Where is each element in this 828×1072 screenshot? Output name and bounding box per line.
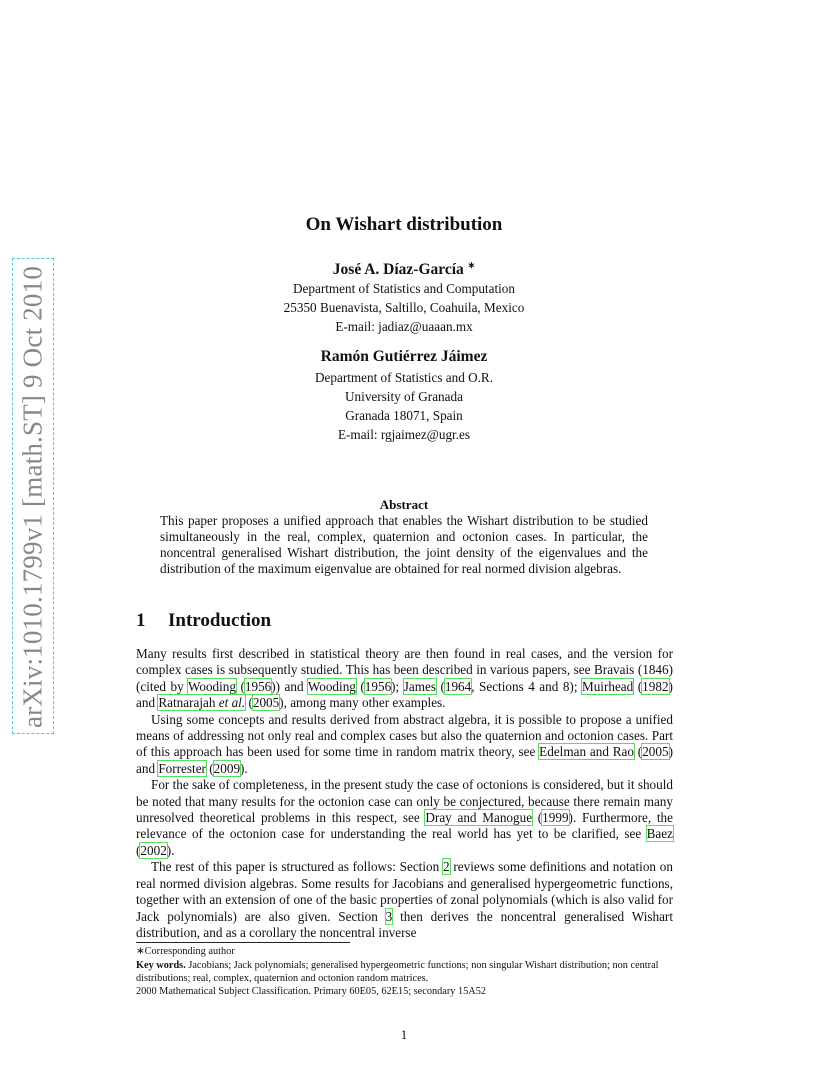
paragraph-2: Using some concepts and results derived from abstract algebra, it is possible to propose a unified means of addressing not only real and complex cases but also the quaternion and octonion cases. Part of this approach has been used for some time in random matrix theory, see Edelman and Rao (2005) and Forrester (2009). [136, 711, 673, 776]
citation-link[interactable]: 2005 [252, 695, 280, 711]
author-1: José A. Díaz-García ∗ [332, 260, 476, 279]
section-link[interactable]: 3 [385, 908, 393, 924]
citation-link[interactable]: Edelman and Rao [539, 744, 634, 760]
footnote-corresponding: ∗Corresponding author [136, 946, 235, 957]
affiliation-2: Department of Statistics and O.R. University of Granada Granada 18071, Spain E-mail: rgjaimez@ugr.es [315, 370, 493, 442]
footnote-rule [136, 942, 350, 943]
affiliation-1: Department of Statistics and Computation 25350 Buenavista, Saltillo, Coahuila, Mexico E-mail: jadiaz@uaaan.mx [283, 281, 525, 334]
page-number: 1 [400, 1027, 408, 1042]
citation-link[interactable]: 2009 [213, 760, 241, 776]
paragraph-1: Many results first described in statistical theory are then found in real cases, and the version for complex cases is subsequently studied. This has been described in various papers, see Bravais (1846)(cited by Wooding (1956)) and Wooding (1956); James (1964, Sections 4 and 8); Muirhead (1982) and Ratnarajah et al. (2005), among many other examples. [136, 646, 673, 711]
citation-link[interactable]: Wooding [187, 678, 236, 694]
citation-link[interactable]: Forrester [158, 760, 206, 776]
arxiv-identifier: arXiv:1010.1799v1 [math.ST] 9 Oct 2010 [17, 265, 48, 729]
citation-link[interactable]: Ratnarajah et al. [158, 695, 246, 711]
abstract-text: This paper proposes a unified approach that enables the Wishart distribution to be studied simultaneously in the real, complex, quaternion and octonion cases. In particular, the noncentral generalised Wishart distribution, the joint density of the eigenvalues and the distribution of the maximum eigenvalue are obtained for real normed division algebras. [160, 513, 648, 576]
citation-link[interactable]: 1956 [364, 678, 392, 694]
citation-link[interactable]: Dray and Manogue [425, 810, 533, 826]
paragraph-3: For the sake of completeness, in the present study the case of octonions is considered, but it should be noted that many results for the octonion case can only be conjectured, because there remain many unresolved theoretical problems in this respect, see Dray and Manogue (1999). Furthermore, the relevance of the octonion case for understanding the real world has yet to be clarified, see Baez (2002). [136, 777, 673, 858]
citation-link[interactable]: 2002 [140, 842, 167, 858]
footnote-keywords: Key words. Jacobians; Jack polynomials; generalised hypergeometric functions; non singular Wishart distribution; non central distributions; real, complex, quaternion and octonion random matrices. [136, 960, 659, 984]
section-heading: 1 Introduction [136, 610, 272, 631]
paper-title: On Wishart distribution [305, 214, 503, 235]
citation-link[interactable]: 2005 [642, 744, 669, 760]
body-text [136, 646, 673, 941]
paragraph-4: The rest of this paper is structured as follows: Section 2 reviews some definitions and notation on real normed division algebras. Some results for Jacobians and generalised hypergeometric functions, together with an extension of one of the basic properties of zonal polynomials (which is also valid for Jack polynomials) are also given. Section 3 then derives the noncentral generalised Wishart distribution, and as a corollary the noncentral inverse [136, 859, 673, 940]
citation-link[interactable]: 1964 [444, 678, 472, 694]
citation-link[interactable]: 1982 [642, 678, 669, 694]
section-link[interactable]: 2 [442, 859, 450, 875]
abstract-heading: Abstract [379, 497, 429, 512]
citation-link[interactable]: James [403, 678, 436, 694]
citation-link[interactable]: Muirhead [581, 678, 634, 694]
citation-link[interactable]: Baez [646, 826, 673, 842]
citation-link[interactable]: 1956 [244, 678, 272, 694]
citation-link[interactable]: 1999 [542, 810, 569, 826]
citation-link[interactable]: Wooding [307, 678, 356, 694]
footnote-msc: 2000 Mathematical Subject Classification. Primary 60E05, 62E15; secondary 15A52 [136, 986, 487, 997]
author-2: Ramón Gutiérrez Jáimez [320, 348, 488, 365]
